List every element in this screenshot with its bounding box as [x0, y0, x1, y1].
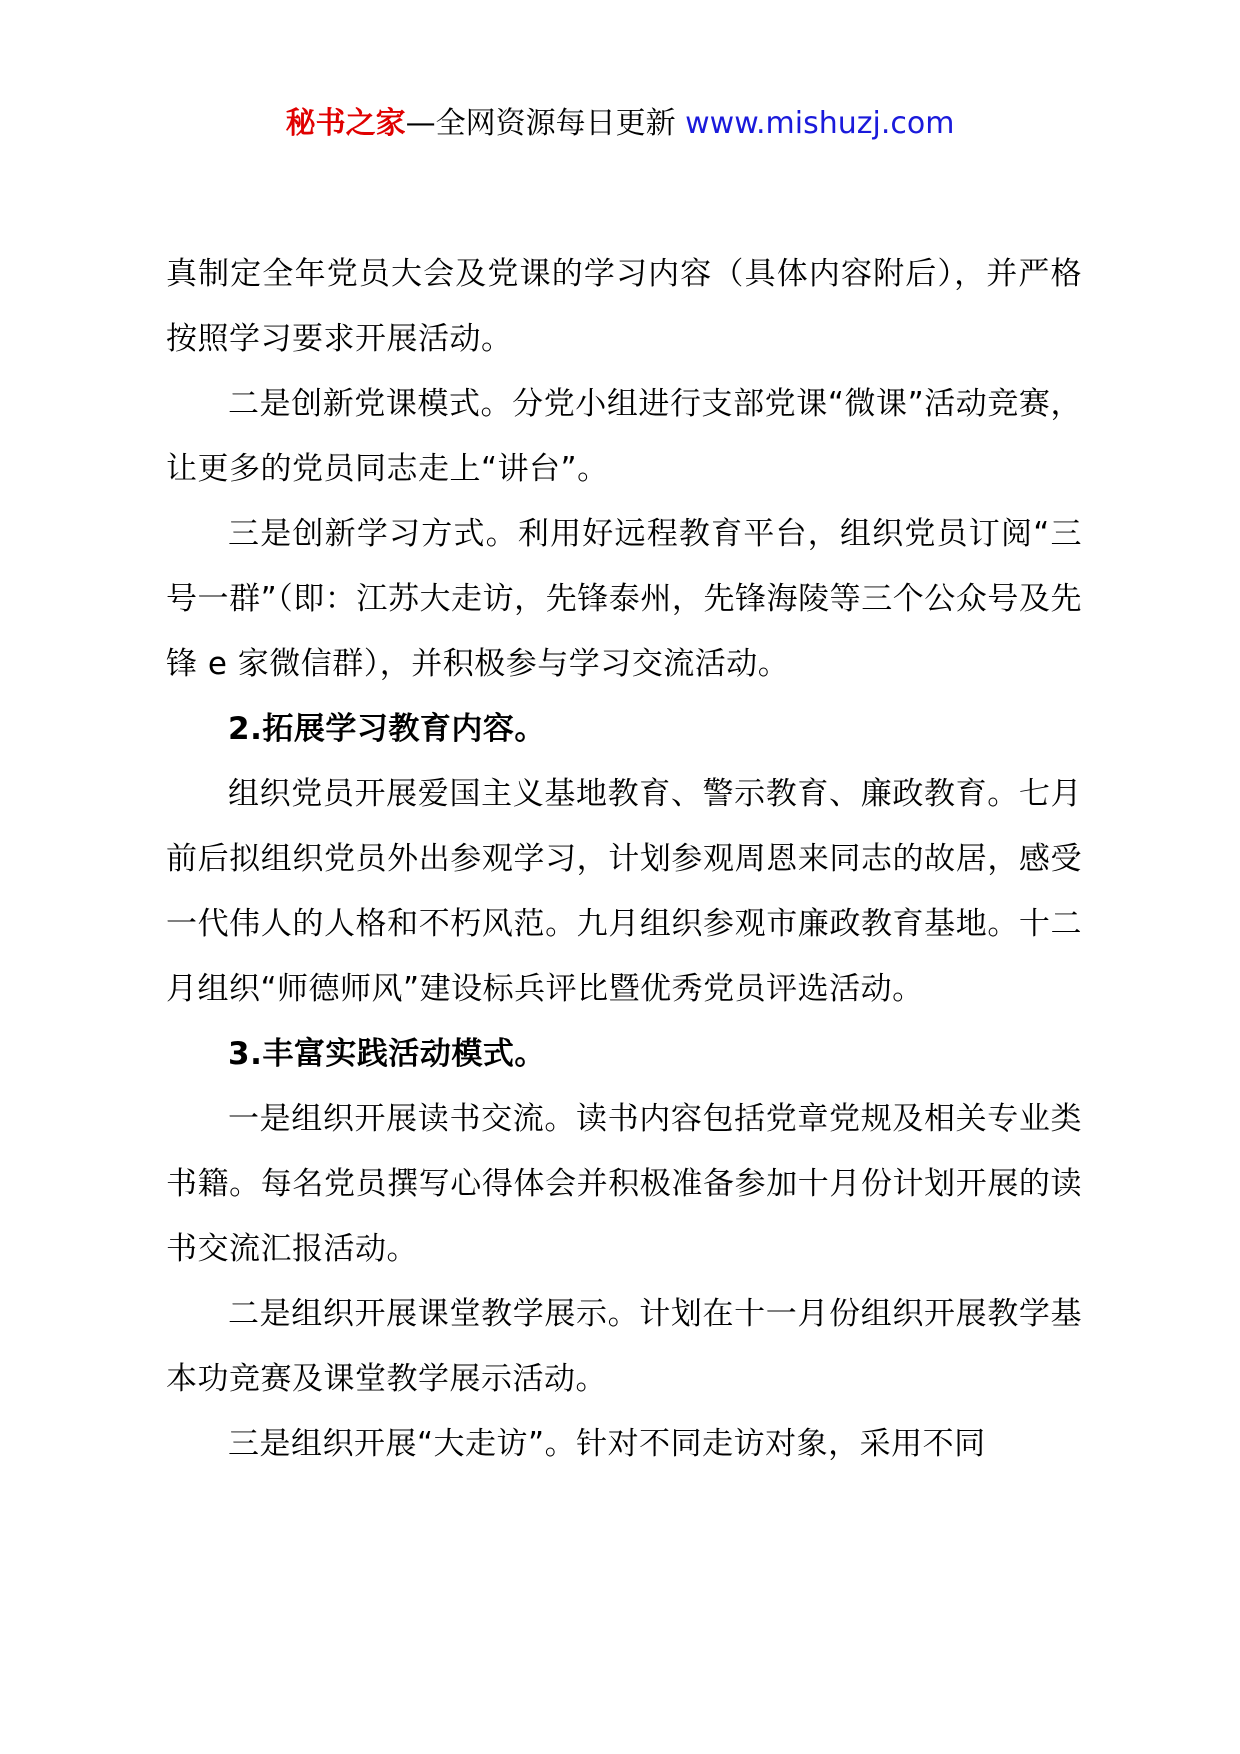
- paragraph-education-content: 组织党员开展爱国主义基地教育、警示教育、廉政教育。七月前后拟组织党员外出参观学习，计划参观周恩来同志的故居，感受一代伟人的人格和不朽风范。九月组织参观市廉政教育基地。十二月组织“师德师风”建设标兵评比暨优秀党员评选活动。: [166, 776, 1082, 1007]
- paragraph-teaching-showcase: 二是组织开展课堂教学展示。计划在十一月份组织开展教学基本功竞赛及课堂教学展示活动。: [166, 1296, 1082, 1397]
- header-tagline: —全网资源每日更新: [405, 106, 676, 141]
- paragraph-big-visit: 三是组织开展“大走访”。针对不同走访对象，采用不同: [228, 1426, 986, 1462]
- header-brand: 秘书之家: [285, 106, 406, 141]
- paragraph-party-lesson-mode: 二是创新党课模式。分党小组进行支部党课“微课”活动竞赛，让更多的党员同志走上“讲台”。: [166, 386, 1082, 487]
- paragraph-continuation: 真制定全年党员大会及党课的学习内容（具体内容附后），并严格按照学习要求开展活动。: [166, 256, 1082, 357]
- paragraph-learning-method: 三是创新学习方式。利用好远程教育平台，组织党员订阅“三号一群”（即：江苏大走访，先锋泰州，先锋海陵等三个公众号及先锋 e 家微信群），并积极参与学习交流活动。: [166, 516, 1082, 682]
- page-header: [0, 104, 1240, 144]
- section-heading-2: 2.拓展学习教育内容。: [228, 711, 546, 747]
- paragraph-reading-exchange: 一是组织开展读书交流。读书内容包括党章党规及相关专业类书籍。每名党员撰写心得体会并积极准备参加十月份计划开展的读书交流汇报活动。: [166, 1101, 1082, 1267]
- header-url-link[interactable]: www.mishuzj.com: [685, 106, 955, 141]
- document-body: [166, 242, 1082, 1477]
- section-heading-3: 3.丰富实践活动模式。: [228, 1036, 546, 1072]
